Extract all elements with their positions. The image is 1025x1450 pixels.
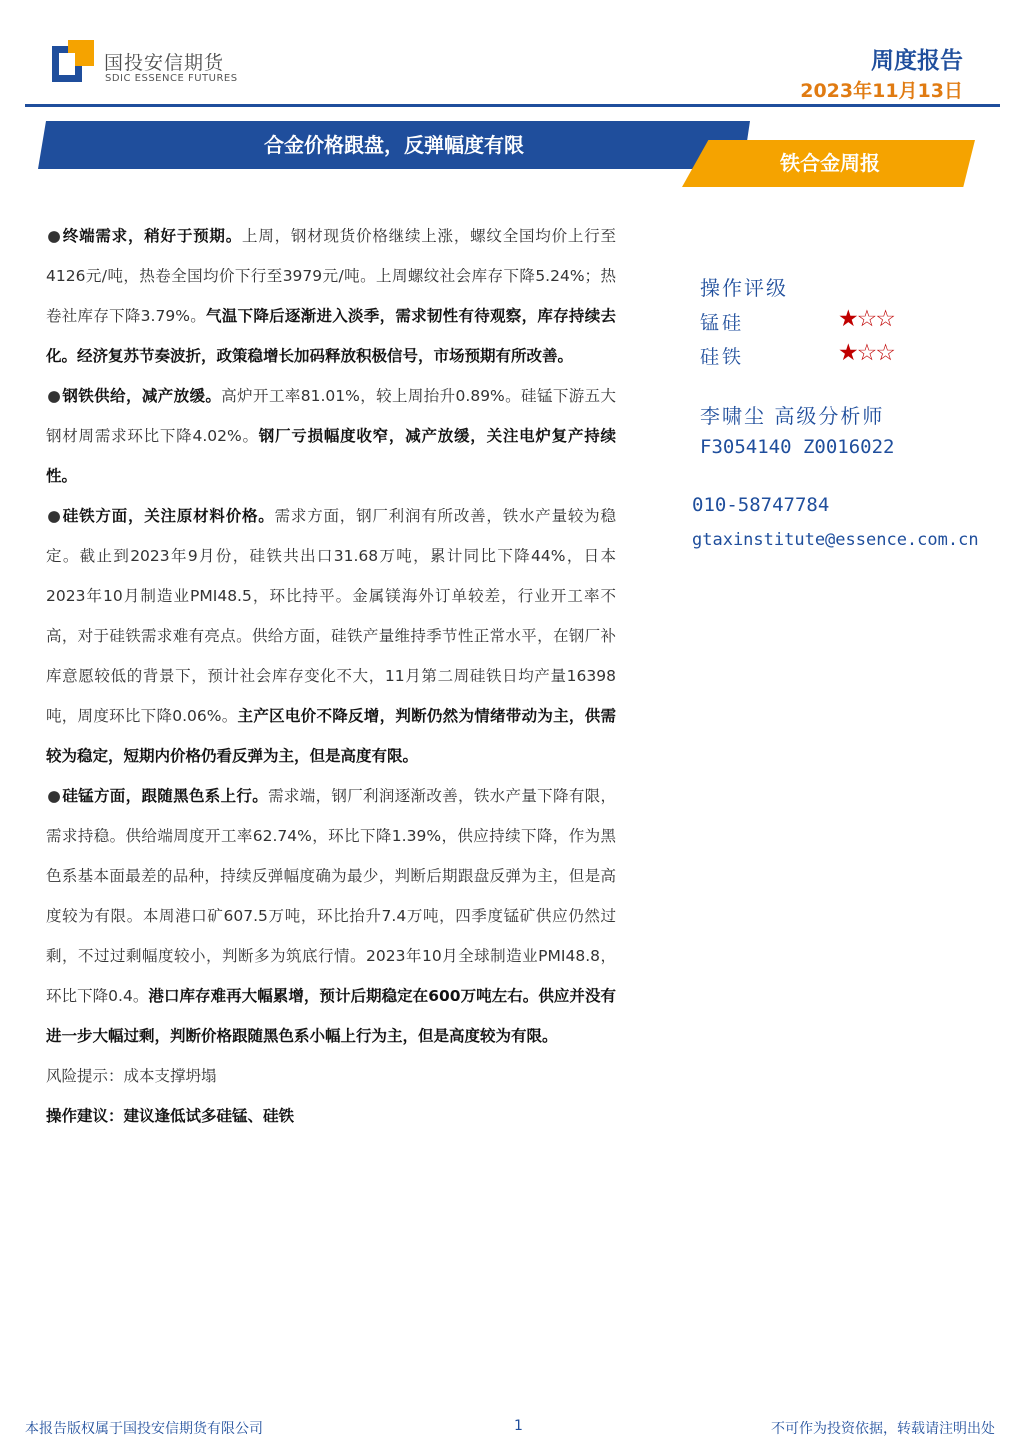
advice-label: 操作建议： xyxy=(46,1107,124,1125)
paragraph-text: 需求方面，钢厂利润有所改善，铁水产量较为稳定。截止到2023年9月份，硅铁共出口31.68万吨，累计同比下降44%，日本2023年10月制造业PMI48.5，环比持平。金属镁海外订单较差，行业开工率不高，对于硅铁需求难有亮点。供给方面，硅铁产量维持季节性正常水平，在钢厂补库意愿较低的背景下，预计社会库存变化不大，11月第二周硅铁日均产量16398吨，周度环比下降0.06%。 xyxy=(46,507,616,725)
report-type: 周度报告 xyxy=(871,48,963,74)
report-date: 2023年11月13日 xyxy=(800,80,963,102)
bullet-icon: ● xyxy=(47,227,61,245)
analyst-name: 李啸尘 高级分析师 xyxy=(700,404,885,428)
rating-name: 硅铁 xyxy=(700,346,745,368)
advice-text: 建议逢低试多硅锰、硅铁 xyxy=(123,1107,295,1125)
paragraph-lead: 终端需求，稍好于预期。 xyxy=(62,227,243,245)
paragraph-conclusion: 钢厂亏损幅度收窄，减产放缓，关注电炉复产持续性。 xyxy=(46,427,616,485)
header-divider xyxy=(25,104,1000,107)
rating-row-silicomanganese xyxy=(700,308,930,336)
star-rating-icon: ★☆☆ xyxy=(838,340,894,366)
footer-disclaimer: 不可作为投资依据，转载请注明出处 xyxy=(771,1421,995,1437)
rating-row-ferrosilicon xyxy=(700,342,930,370)
contact-phone: 010-58747784 xyxy=(692,494,830,516)
paragraph-text: 需求端，钢厂利润逐渐改善，铁水产量下降有限，需求持稳。供给端周度开工率62.74%，环比下降1.39%，供应持续下降，作为黑色系基本面最差的品种，持续反弹幅度确为最少，判断后期跟盘反弹为主，但是高度较为有限。本周港口矿607.5万吨，环比抬升7.4万吨，四季度锰矿供应仍然过剩，不过过剩幅度较小，判断多为筑底行情。2023年10月全球制造业PMI48.8，环比下降0.4。 xyxy=(46,787,616,1005)
footer-copyright: 本报告版权属于国投安信期货有限公司 xyxy=(25,1421,263,1437)
main-content xyxy=(46,216,616,1136)
bullet-icon: ● xyxy=(47,787,61,805)
paragraph-demand xyxy=(46,216,616,376)
bullet-icon: ● xyxy=(47,387,61,405)
paragraph-conclusion: 港口库存难再大幅累增，预计后期稳定在600万吨左右。供应并没有进一步大幅过剩，判断价格跟随黑色系小幅上行为主，但是高度较为有限。 xyxy=(46,987,617,1045)
risk-label: 风险提示： xyxy=(46,1067,124,1085)
paragraph-conclusion: 气温下降后逐渐进入淡季，需求韧性有待观察，库存持续去化。经济复苏节奏波折，政策稳增长加码释放积极信号，市场预期有所改善。 xyxy=(46,307,616,365)
paragraph-steel-supply xyxy=(46,376,616,496)
paragraph-text: 高炉开工率81.01%，较上周抬升0.89%。硅锰下游五大钢材周需求环比下降4.02%。 xyxy=(46,387,616,445)
rating-title: 操作评级 xyxy=(700,276,788,300)
risk-warning xyxy=(46,1056,616,1096)
bullet-icon: ● xyxy=(47,507,61,525)
paragraph-silicomanganese xyxy=(46,776,616,1056)
logo-name-cn: 国投安信期货 xyxy=(104,52,225,74)
report-category: 铁合金周报 xyxy=(780,151,880,175)
company-logo xyxy=(52,40,242,88)
paragraph-lead: 硅铁方面，关注原材料价格。 xyxy=(62,507,275,525)
report-title: 合金价格跟盘，反弹幅度有限 xyxy=(264,133,524,157)
paragraph-text: 上周，钢材现货价格继续上涨，螺纹全国均价上行至4126元/吨，热卷全国均价下行至3979元/吨。上周螺纹社会库存下降5.24%；热卷社库存下降3.79%。 xyxy=(46,227,616,325)
paragraph-lead: 硅锰方面，跟随黑色系上行。 xyxy=(62,787,269,805)
paragraph-lead: 钢铁供给，减产放缓。 xyxy=(62,387,222,405)
analyst-cert: F3054140 Z0016022 xyxy=(700,436,895,458)
logo-mark-icon xyxy=(52,40,96,84)
rating-name: 锰硅 xyxy=(700,312,745,334)
paragraph-conclusion: 主产区电价不降反增，判断仍然为情绪带动为主，供需较为稳定，短期内价格仍看反弹为主，但是高度有限。 xyxy=(46,707,616,765)
contact-email[interactable]: gtaxinstitute@essence.com.cn xyxy=(692,530,979,550)
operation-advice xyxy=(46,1096,616,1136)
star-rating-icon: ★☆☆ xyxy=(838,306,894,332)
risk-text: 成本支撑坍塌 xyxy=(123,1067,217,1085)
page-number: 1 xyxy=(514,1418,523,1434)
logo-name-en: SDIC ESSENCE FUTURES xyxy=(105,73,238,84)
paragraph-ferrosilicon xyxy=(46,496,616,776)
